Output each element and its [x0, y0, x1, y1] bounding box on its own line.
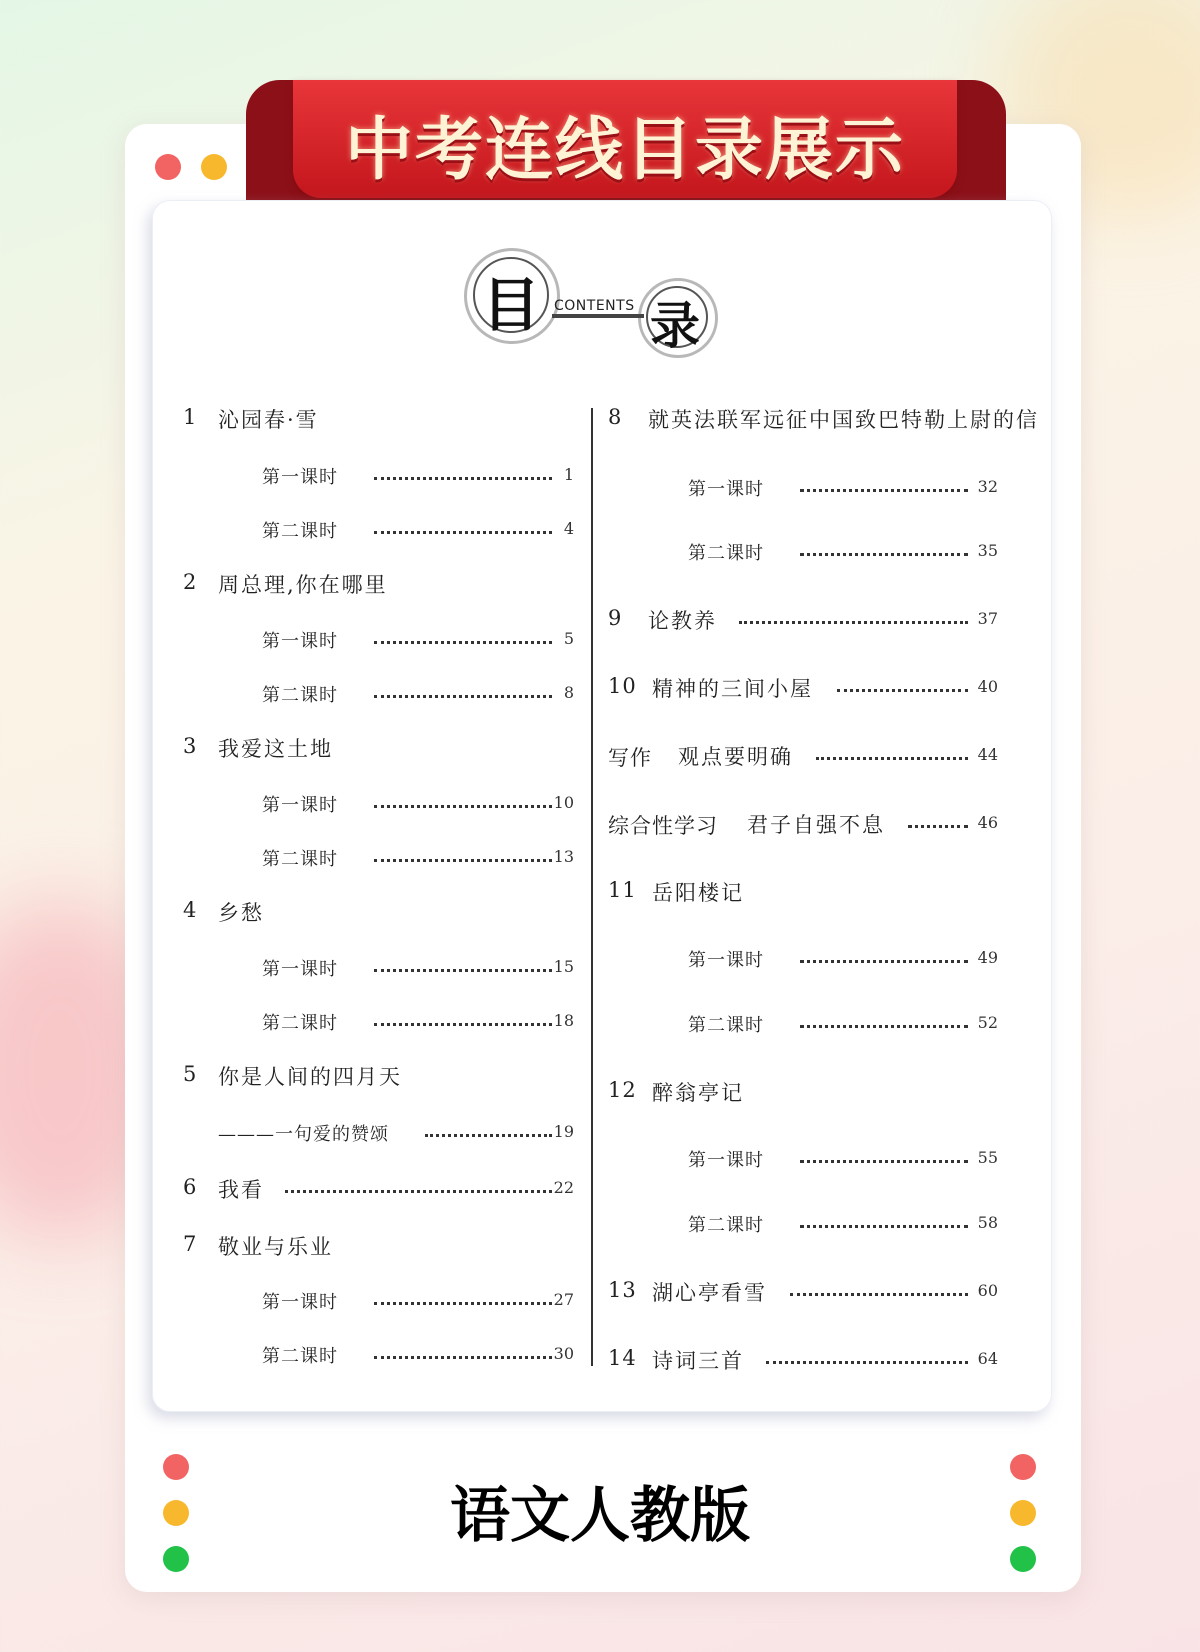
toc-lesson-title[interactable]: 第一课时 — [688, 1150, 764, 1171]
toc-lesson-title[interactable]: 第二课时 — [262, 849, 338, 870]
toc-leader-dots — [374, 641, 552, 644]
toc-chapter-title[interactable]: 湖心亭看雪 — [652, 1281, 768, 1305]
toc-chapter-number: 3 — [183, 734, 198, 758]
toc-chapter-title[interactable]: 君子自强不息 — [747, 813, 885, 837]
footer-subtitle: 语文人教版 — [450, 1481, 750, 1551]
toc-chapter-title[interactable]: 我爱这土地 — [218, 737, 333, 761]
toc-page-number: 60 — [977, 1281, 998, 1300]
toc-chapter-number: 4 — [183, 898, 198, 922]
toc-page-number: 32 — [977, 477, 998, 496]
toc-chapter-title[interactable]: 就英法联军远征中国致巴特勒上尉的信 — [648, 408, 1039, 432]
toc-leader-dots — [374, 805, 552, 808]
toc-leader-dots — [816, 757, 969, 760]
toc-leader-dots — [374, 695, 552, 698]
toc-page-number: 19 — [553, 1122, 574, 1141]
toc-leader-dots — [790, 1293, 968, 1296]
toc-lesson-title[interactable]: 第二课时 — [262, 1013, 338, 1034]
window-dot-yellow — [201, 154, 227, 180]
toc-leader-dots — [425, 1134, 552, 1137]
toc-chapter-title[interactable]: 岳阳楼记 — [652, 881, 745, 905]
toc-chapter-number: 5 — [183, 1062, 198, 1086]
toc-page-number: 37 — [977, 609, 998, 628]
toc-lesson-title[interactable]: 第一课时 — [262, 467, 338, 488]
toc-chapter-number: 9 — [608, 606, 623, 630]
logo-line — [552, 314, 644, 318]
toc-leader-dots — [837, 689, 968, 692]
toc-page-number: 35 — [977, 541, 998, 560]
toc-lesson-title[interactable]: 第一课时 — [688, 950, 764, 971]
toc-lesson-title[interactable]: 第二课时 — [262, 521, 338, 542]
toc-page-number: 30 — [553, 1344, 574, 1363]
toc-chapter-number: 2 — [183, 570, 198, 594]
toc-chapter-title[interactable]: 沁园春·雪 — [218, 408, 319, 432]
logo-char-right: 录 — [650, 297, 700, 355]
toc-lesson-title[interactable]: 第二课时 — [688, 1215, 764, 1236]
toc-chapter-title[interactable]: 醉翁亭记 — [652, 1081, 745, 1105]
toc-page-number: 5 — [563, 629, 574, 648]
toc-chapter-title[interactable]: 敬业与乐业 — [218, 1235, 333, 1259]
toc-page-number: 58 — [977, 1213, 998, 1232]
toc-leader-dots — [374, 531, 552, 534]
toc-lesson-title[interactable]: 第一课时 — [262, 795, 338, 816]
banner-ribbon — [293, 80, 957, 198]
toc-leader-dots — [739, 621, 969, 624]
logo-char-left: 目 — [482, 271, 541, 339]
toc-lesson-title[interactable]: 第二课时 — [688, 1015, 764, 1036]
toc-chapter-number: 写作 — [608, 746, 652, 770]
toc-chapter-number: 8 — [608, 405, 623, 429]
toc-leader-dots — [800, 960, 968, 963]
toc-leader-dots — [800, 1025, 968, 1028]
toc-leader-dots — [374, 1023, 552, 1026]
toc-lesson-title[interactable]: 第一课时 — [262, 959, 338, 980]
toc-chapter-number: 综合性学习 — [608, 814, 718, 838]
toc-chapter-number: 7 — [183, 1232, 198, 1256]
toc-chapter-number: 14 — [608, 1346, 637, 1370]
toc-page-number: 55 — [977, 1148, 998, 1167]
contents-logo — [464, 246, 726, 356]
toc-lesson-title[interactable]: 第二课时 — [262, 685, 338, 706]
toc-subtitle[interactable]: ———一句爱的赞颂 — [218, 1124, 389, 1145]
toc-leader-dots — [800, 1225, 968, 1228]
toc-chapter-number: 11 — [608, 878, 637, 902]
toc-chapter-title[interactable]: 周总理,你在哪里 — [218, 573, 388, 597]
toc-leader-dots — [800, 489, 968, 492]
toc-lesson-title[interactable]: 第一课时 — [262, 1292, 338, 1313]
toc-leader-dots — [285, 1190, 552, 1193]
toc-chapter-title[interactable]: 观点要明确 — [678, 745, 793, 769]
toc-chapter-title[interactable]: 你是人间的四月天 — [218, 1065, 402, 1089]
toc-leader-dots — [800, 1160, 968, 1163]
toc-page-number: 18 — [553, 1011, 574, 1030]
toc-lesson-title[interactable]: 第二课时 — [688, 543, 764, 564]
toc-page-number: 49 — [977, 948, 998, 967]
toc-chapter-number: 12 — [608, 1078, 637, 1102]
toc-page-number: 1 — [563, 465, 574, 484]
toc-page-number: 52 — [977, 1013, 998, 1032]
toc-chapter-number: 6 — [183, 1175, 198, 1199]
toc-page-number: 8 — [563, 683, 574, 702]
toc-leader-dots — [374, 969, 552, 972]
toc-chapter-title[interactable]: 我看 — [218, 1178, 264, 1202]
toc-chapter-title[interactable]: 乡愁 — [218, 901, 264, 925]
logo-contents-word: CONTENTS — [554, 298, 635, 314]
toc-leader-dots — [766, 1361, 968, 1364]
toc-page-number: 44 — [977, 745, 998, 764]
banner-title: 中考连线目录展示 — [344, 111, 905, 190]
toc-lesson-title[interactable]: 第二课时 — [262, 1346, 338, 1367]
toc-leader-dots — [374, 859, 552, 862]
toc-chapter-number: 13 — [608, 1278, 637, 1302]
toc-page-number: 46 — [977, 813, 998, 832]
toc-leader-dots — [374, 477, 552, 480]
toc-leader-dots — [800, 553, 968, 556]
toc-lesson-title[interactable]: 第一课时 — [688, 479, 764, 500]
toc-page-number: 10 — [553, 793, 574, 812]
toc-chapter-title[interactable]: 论教养 — [648, 609, 717, 633]
toc-page-number: 15 — [553, 957, 574, 976]
toc-chapter-number: 10 — [608, 674, 637, 698]
toc-chapter-number: 1 — [183, 405, 198, 429]
toc-page-number: 22 — [553, 1178, 574, 1197]
toc-page-number: 4 — [563, 519, 574, 538]
toc-page-number: 40 — [977, 677, 998, 696]
toc-page-number: 27 — [553, 1290, 574, 1309]
toc-leader-dots — [374, 1302, 552, 1305]
toc-page-number: 13 — [553, 847, 574, 866]
column-divider — [591, 408, 593, 1366]
toc-chapter-title[interactable]: 精神的三间小屋 — [652, 677, 814, 701]
toc-chapter-title[interactable]: 诗词三首 — [652, 1349, 745, 1373]
toc-lesson-title[interactable]: 第一课时 — [262, 631, 338, 652]
window-dot-red — [155, 154, 181, 180]
toc-page-number: 64 — [977, 1349, 998, 1368]
toc-leader-dots — [374, 1356, 552, 1359]
